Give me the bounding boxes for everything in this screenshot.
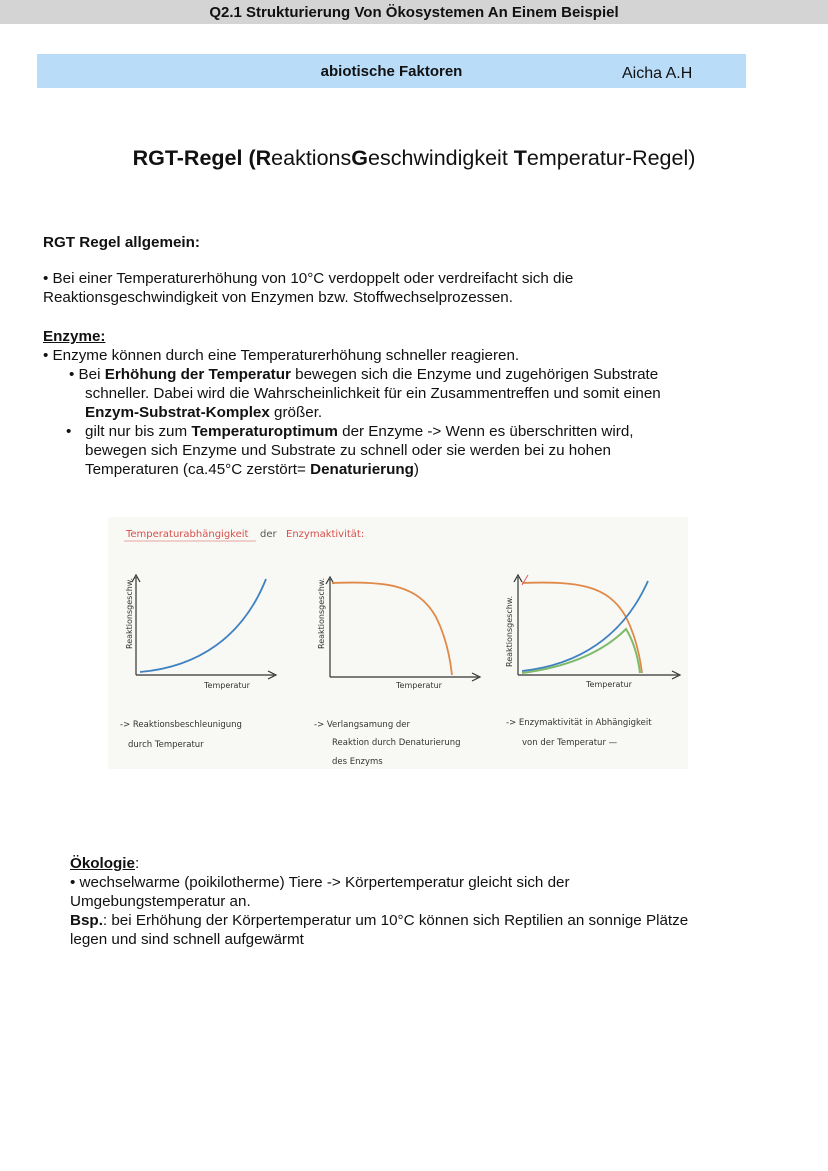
- text: gilt nur bis zum: [85, 423, 192, 440]
- ecology-text-line: • wechselwarme (poikilotherme) Tiere -> Körpertemperatur gleicht sich der: [70, 874, 570, 891]
- graph2-curve-orange: [332, 583, 452, 675]
- header-bar: [0, 0, 828, 24]
- text: Temperaturen (ca.45°C zerstört=: [85, 461, 311, 478]
- text: • Bei: [69, 366, 105, 383]
- title-part: eschwindigkeit: [367, 146, 514, 170]
- text: bewegen sich die Enzyme und zugehörigen Substrate: [290, 366, 659, 383]
- graph3-curve-green: [522, 629, 640, 673]
- caption2-line2: Reaktion durch Denaturierung: [332, 738, 461, 748]
- caption3-line2: von der Temperatur —: [522, 738, 618, 748]
- ecology-heading: [70, 854, 139, 874]
- ecology-example: [70, 911, 688, 931]
- caption1-line2: durch Temperatur: [128, 740, 204, 750]
- text-bold: Bsp.: [70, 912, 103, 929]
- graph3-x-label: Temperatur: [586, 680, 632, 689]
- enzyme-activity-figure: [108, 517, 688, 769]
- general-text-line: • Bei einer Temperaturerhöhung von 10°C verdoppelt oder verdreifacht sich die: [43, 270, 574, 287]
- text: : bei Erhöhung der Körpertemperatur um 10°C können sich Reptilien an sonnige Plätze: [102, 912, 689, 929]
- enzymes-subbullet: [69, 365, 658, 385]
- title-part: RGT-Regel (: [132, 146, 256, 170]
- caption3-line1: -> Enzymaktivität in Abhängigkeit: [506, 718, 652, 728]
- enzymes-subbullet-line: [85, 460, 419, 480]
- subheader-bar: [37, 54, 746, 88]
- ecology-heading-colon: :: [134, 855, 140, 872]
- title-part: emperatur-Regel): [526, 146, 696, 170]
- author-name: Aicha A.H: [622, 65, 693, 82]
- figure-title-a: Temperaturabhängigkeit: [126, 529, 249, 540]
- page-title: [0, 146, 828, 171]
- caption1-line1: -> Reaktionsbeschleunigung: [120, 720, 242, 730]
- figure-title-b: der: [260, 529, 277, 540]
- graph2-y-label: Reaktionsgeschw.: [317, 577, 326, 649]
- enzymes-subbullet-line: [85, 403, 322, 423]
- ecology-text-line: legen und sind schnell aufgewärmt: [70, 931, 304, 948]
- hand-drawn-graphs: [108, 517, 688, 769]
- caption2-line1: -> Verlangsamung der: [314, 720, 411, 730]
- text-bold: Temperaturoptimum: [191, 423, 338, 440]
- ecology-heading-text: Ökologie: [70, 855, 135, 872]
- graph3-curve-orange: [522, 583, 642, 673]
- caption2-line3: des Enzyms: [332, 757, 383, 767]
- title-part: R: [255, 146, 272, 170]
- topic-title: Q2.1 Strukturierung Von Ökosystemen An Einem Beispiel: [209, 4, 619, 21]
- ecology-text-line: Umgebungstemperatur an.: [70, 893, 251, 910]
- text: ): [413, 461, 419, 478]
- enzymes-subbullet-line: schneller. Dabei wird die Wahrscheinlichkeit für ein Zusammentreffen und somit einen: [85, 385, 661, 402]
- general-text-line: Reaktionsgeschwindigkeit von Enzymen bzw. Stoffwechselprozessen.: [43, 289, 513, 306]
- figure-title-c: Enzymaktivität:: [286, 529, 365, 540]
- title-part: eaktions: [271, 146, 352, 170]
- title-part: T: [513, 146, 527, 170]
- graph2-x-label: Temperatur: [396, 681, 442, 690]
- text: größer.: [269, 404, 323, 421]
- section-title: abiotische Faktoren: [320, 63, 463, 80]
- enzymes-subbullet-line: bewegen sich Enzyme und Substrate zu schnell oder sie werden bei zu hohen: [85, 442, 611, 459]
- enzymes-bullet: • Enzyme können durch eine Temperaturerhöhung schneller reagieren.: [43, 347, 520, 364]
- text-bold: Enzym-Substrat-Komplex: [85, 404, 270, 421]
- graph1-curve-blue: [140, 579, 266, 672]
- title-part: G: [351, 146, 368, 170]
- graph1-y-label: Reaktionsgeschw.: [125, 577, 134, 649]
- general-heading: RGT Regel allgemein:: [43, 234, 200, 251]
- text-bold: Denaturierung: [310, 461, 414, 478]
- text-bold: Erhöhung der Temperatur: [104, 366, 291, 383]
- graph1-x-label: Temperatur: [204, 681, 250, 690]
- graph3-y-label: Reaktionsgeschw.: [505, 595, 514, 667]
- enzymes-subbullet: [85, 422, 633, 442]
- text: der Enzyme -> Wenn es überschritten wird,: [337, 423, 634, 440]
- enzymes-subbullet-dot: •: [66, 423, 72, 440]
- enzymes-heading: Enzyme:: [43, 328, 106, 345]
